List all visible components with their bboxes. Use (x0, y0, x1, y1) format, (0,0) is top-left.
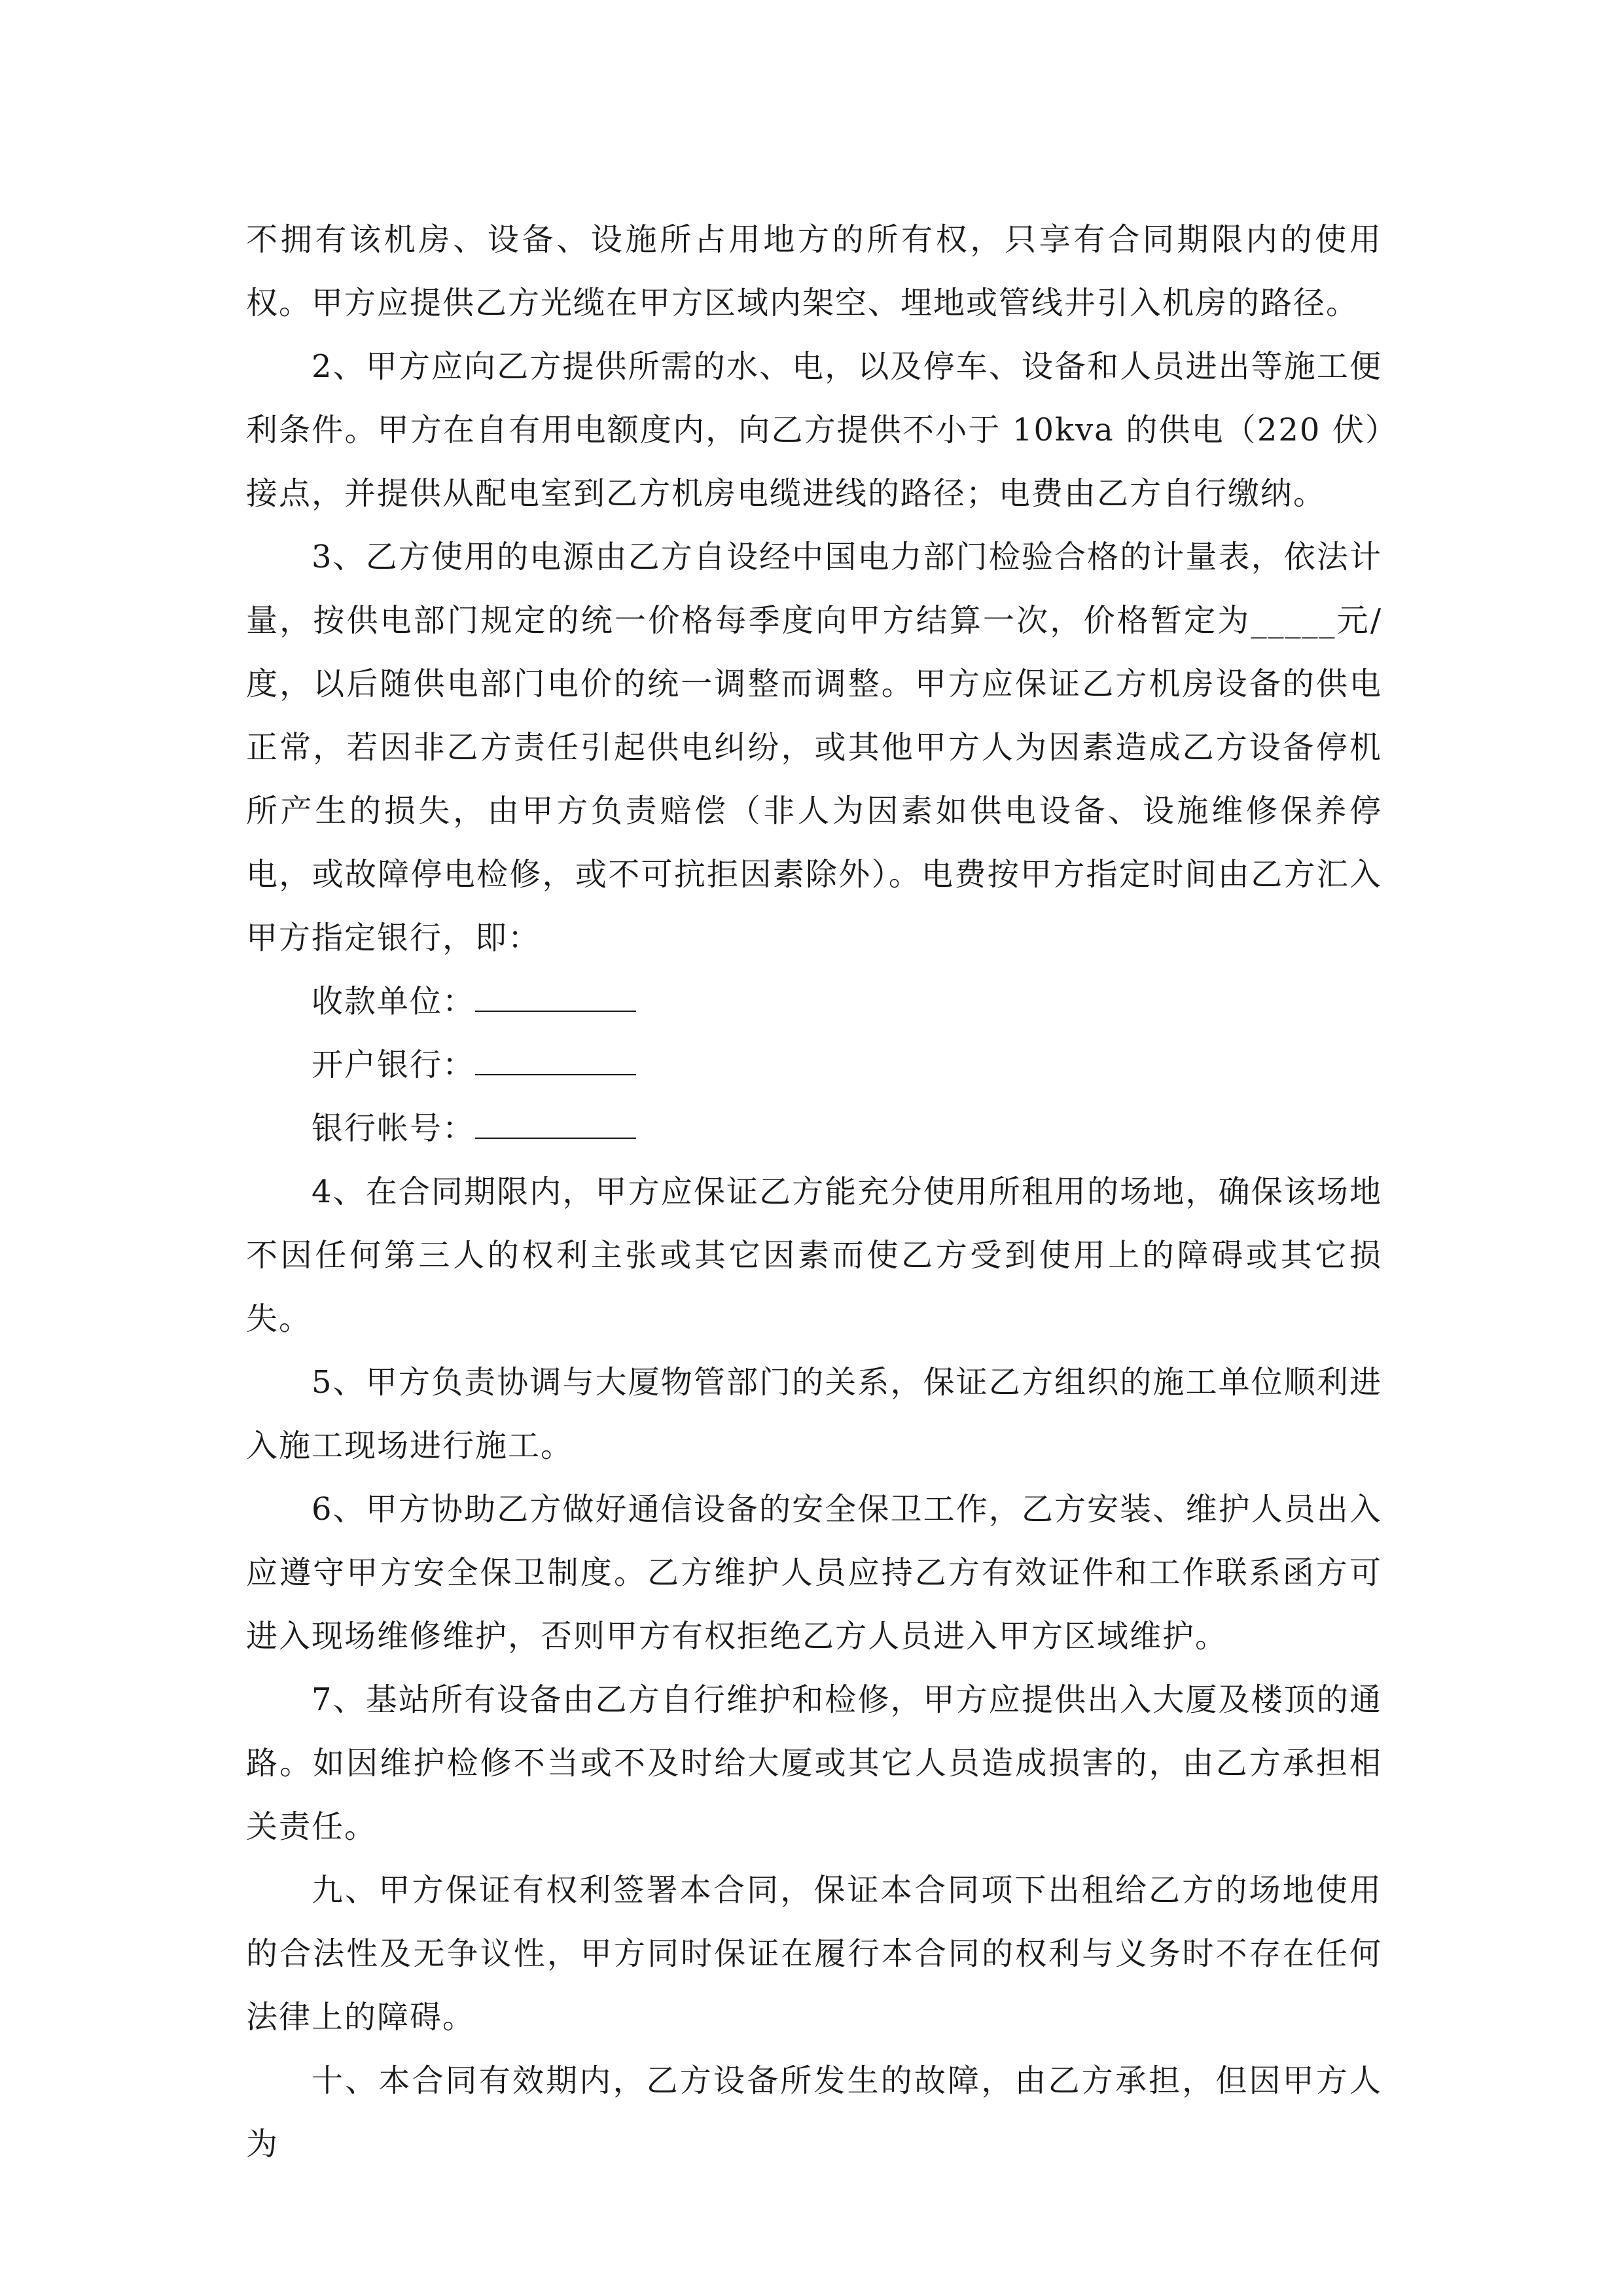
paragraph-clause-6: 6、甲方协助乙方做好通信设备的安全保卫工作，乙方安装、维护人员出入应遵守甲方安全保卫制度。乙方维护人员应持乙方有效证件和工作联系函方可进入现场维修维护，否则甲方有权拒绝乙方人员进入甲方区域维护。 (246, 1491, 1382, 1655)
paragraph-clause-7: 7、基站所有设备由乙方自行维护和检修，甲方应提供出入大厦及楼顶的通路。如因维护检修不当或不及时给大厦或其它人员造成损害的，由乙方承担相关责任。 (246, 1681, 1382, 1845)
paragraph-clause-4: 4、在合同期限内，甲方应保证乙方能充分使用所租用的场地，确保该场地不因任何第三人的权利主张或其它因素而使乙方受到使用上的障碍或其它损失。 (246, 1174, 1382, 1337)
paragraph-clause-5: 5、甲方负责协调与大厦物管部门的关系，保证乙方组织的施工单位顺利进入施工现场进行施工。 (246, 1364, 1382, 1464)
paragraph-clause-2: 2、甲方应向乙方提供所需的水、电，以及停车、设备和人员进出等施工便利条件。甲方在自有用电额度内，向乙方提供不小于 10kva 的供电（220 伏）接点，并提供从配电室到乙方机房电缆进线的路径；电费由乙方自行缴纳。 (246, 348, 1382, 512)
bank-field (246, 1033, 1382, 1097)
paragraph-clause-ten: 十、本合同有效期内，乙方设备所发生的故障，由乙方承担，但因甲方人为 (246, 2062, 1382, 2162)
payee-blank (475, 982, 636, 1012)
account-label: 银行帐号： (312, 1110, 476, 1147)
payee-field (246, 970, 1382, 1033)
bank-blank (475, 1045, 636, 1075)
paragraph-clause-3: 3、乙方使用的电源由乙方自设经中国电力部门检验合格的计量表，依法计量，按供电部门规定的统一价格每季度向甲方结算一次，价格暂定为_____元/度，以后随供电部门电价的统一调整而调整。甲方应保证乙方机房设备的供电正常，若因非乙方责任引起供电纠纷，或其他甲方人为因素造成乙方设备停机所产生的损失，由甲方负责赔偿（非人为因素如供电设备、设施维修保养停电，或故障停电检修，或不可抗拒因素除外）。电费按甲方指定时间由乙方汇入甲方指定银行，即： (246, 539, 1382, 956)
account-blank (475, 1109, 636, 1139)
account-field (246, 1097, 1382, 1160)
document-body (246, 208, 1382, 2176)
paragraph-clause-nine: 九、甲方保证有权利签署本合同，保证本合同项下出租给乙方的场地使用的合法性及无争议性，甲方同时保证在履行本合同的权利与义务时不存在任何法律上的障碍。 (246, 1872, 1382, 2036)
paragraph-ownership: 不拥有该机房、设备、设施所占用地方的所有权，只享有合同期限内的使用权。甲方应提供乙方光缆在甲方区域内架空、埋地或管线井引入机房的路径。 (246, 221, 1382, 321)
bank-label: 开户银行： (312, 1047, 476, 1083)
payee-label: 收款单位： (312, 983, 476, 1020)
